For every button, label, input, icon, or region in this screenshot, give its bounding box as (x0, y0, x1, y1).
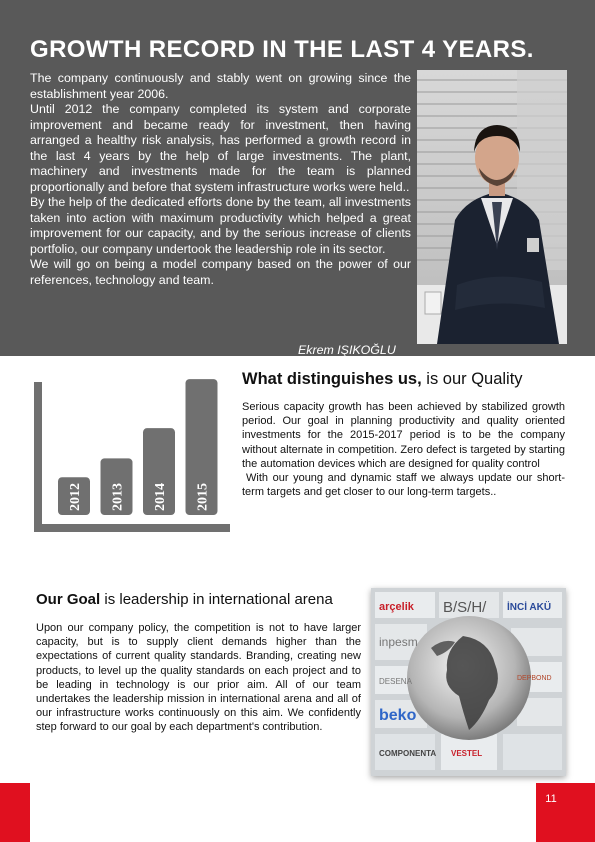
logo-vestel: VESTEL (451, 749, 483, 758)
intro-paragraph: We will go on being a model company based on the power of our references, technology and team. (30, 257, 411, 287)
author-signature: Ekrem IŞIKOĞLU (298, 343, 396, 357)
logo-beko: beko (379, 707, 417, 724)
logo-desena: DESENA (379, 677, 412, 686)
page-title: GROWTH RECORD IN THE LAST 4 YEARS. (30, 36, 534, 63)
intro-paragraph: By the help of the dedicated efforts done by the team, all investments taken into action with maximum productivity which helped a great improvement for our capacity, and by the serious increase of clients portfolio, our company undertook the leadership role in its sector. (30, 195, 411, 256)
chart-bar-label-2012: 2012 (68, 483, 83, 511)
chart-bar-label-2015: 2015 (195, 483, 211, 511)
quality-heading-rest: is our Quality (421, 370, 523, 388)
ceo-photo (417, 70, 567, 344)
intro-paragraph: The company continuously and stably went on growing since the establishment year 2006. (30, 71, 411, 101)
logo-componenta: COMPONENTA (379, 749, 437, 758)
logo-inpesm: inpesm (379, 635, 418, 649)
footer-red-block-left (0, 783, 30, 842)
logo-bsh: B/S/H/ (443, 599, 487, 616)
references-collage (371, 588, 566, 776)
goal-text (36, 621, 361, 735)
hero-section (0, 0, 595, 356)
intro-paragraph: Until 2012 the company completed its system and corporate improvement and became ready for investment, then having arranged a healthy risk analysis, has performed a growth record in the last 4 years by the help of large investments. The plant, machinery and investments made for the team is planned proportionally and before that system infrastructure works were held.. (30, 102, 411, 194)
chart-bar-label-2014: 2014 (153, 483, 168, 511)
quality-heading (242, 370, 523, 389)
quality-paragraph: With our young and dynamic staff we always update our short-term targets and get closer to our long-term targets.. (242, 472, 565, 499)
quality-paragraph: Serious capacity growth has been achieved by stabilized growth period. Our goal in planning productivity and quality oriented investments for the 2015-2017 period is to be the company without alternate in competition. Zero defect is targeted by starting the automation devices which are designed for quality control (242, 401, 565, 470)
goal-paragraph: Upon our company policy, the competition is not to have larger capacity, but is to supply client demands higher than the expectations of current quality standards. Branding, creating new products, to level up the quality standards on each project and to be leading in technology is our prior aim. All of our team undertakes the leadership mission in international arena and all of our infrastructure works continuously on this aim. We confidently step forward to our goal by each department's contribution. (36, 622, 361, 734)
chart-bar-label-2013: 2013 (110, 483, 126, 511)
page-number: 11 (545, 793, 557, 805)
chart-y-axis (34, 382, 42, 532)
footer-red-block-right (536, 783, 595, 842)
intro-text (30, 71, 411, 288)
goal-heading-bold: Our Goal (36, 591, 101, 608)
chart-x-axis (34, 524, 230, 532)
growth-bar-chart (34, 360, 234, 535)
logo-arcelik: arçelik (379, 601, 414, 613)
logo-depbond: DEPBOND (517, 675, 552, 682)
goal-heading-rest: is leadership in international arena (100, 591, 333, 608)
logo-inci-aku: İNCİ AKÜ (507, 602, 552, 613)
quality-text (242, 400, 565, 499)
goal-heading (36, 591, 333, 608)
quality-heading-bold: What distinguishes us, (242, 370, 422, 388)
